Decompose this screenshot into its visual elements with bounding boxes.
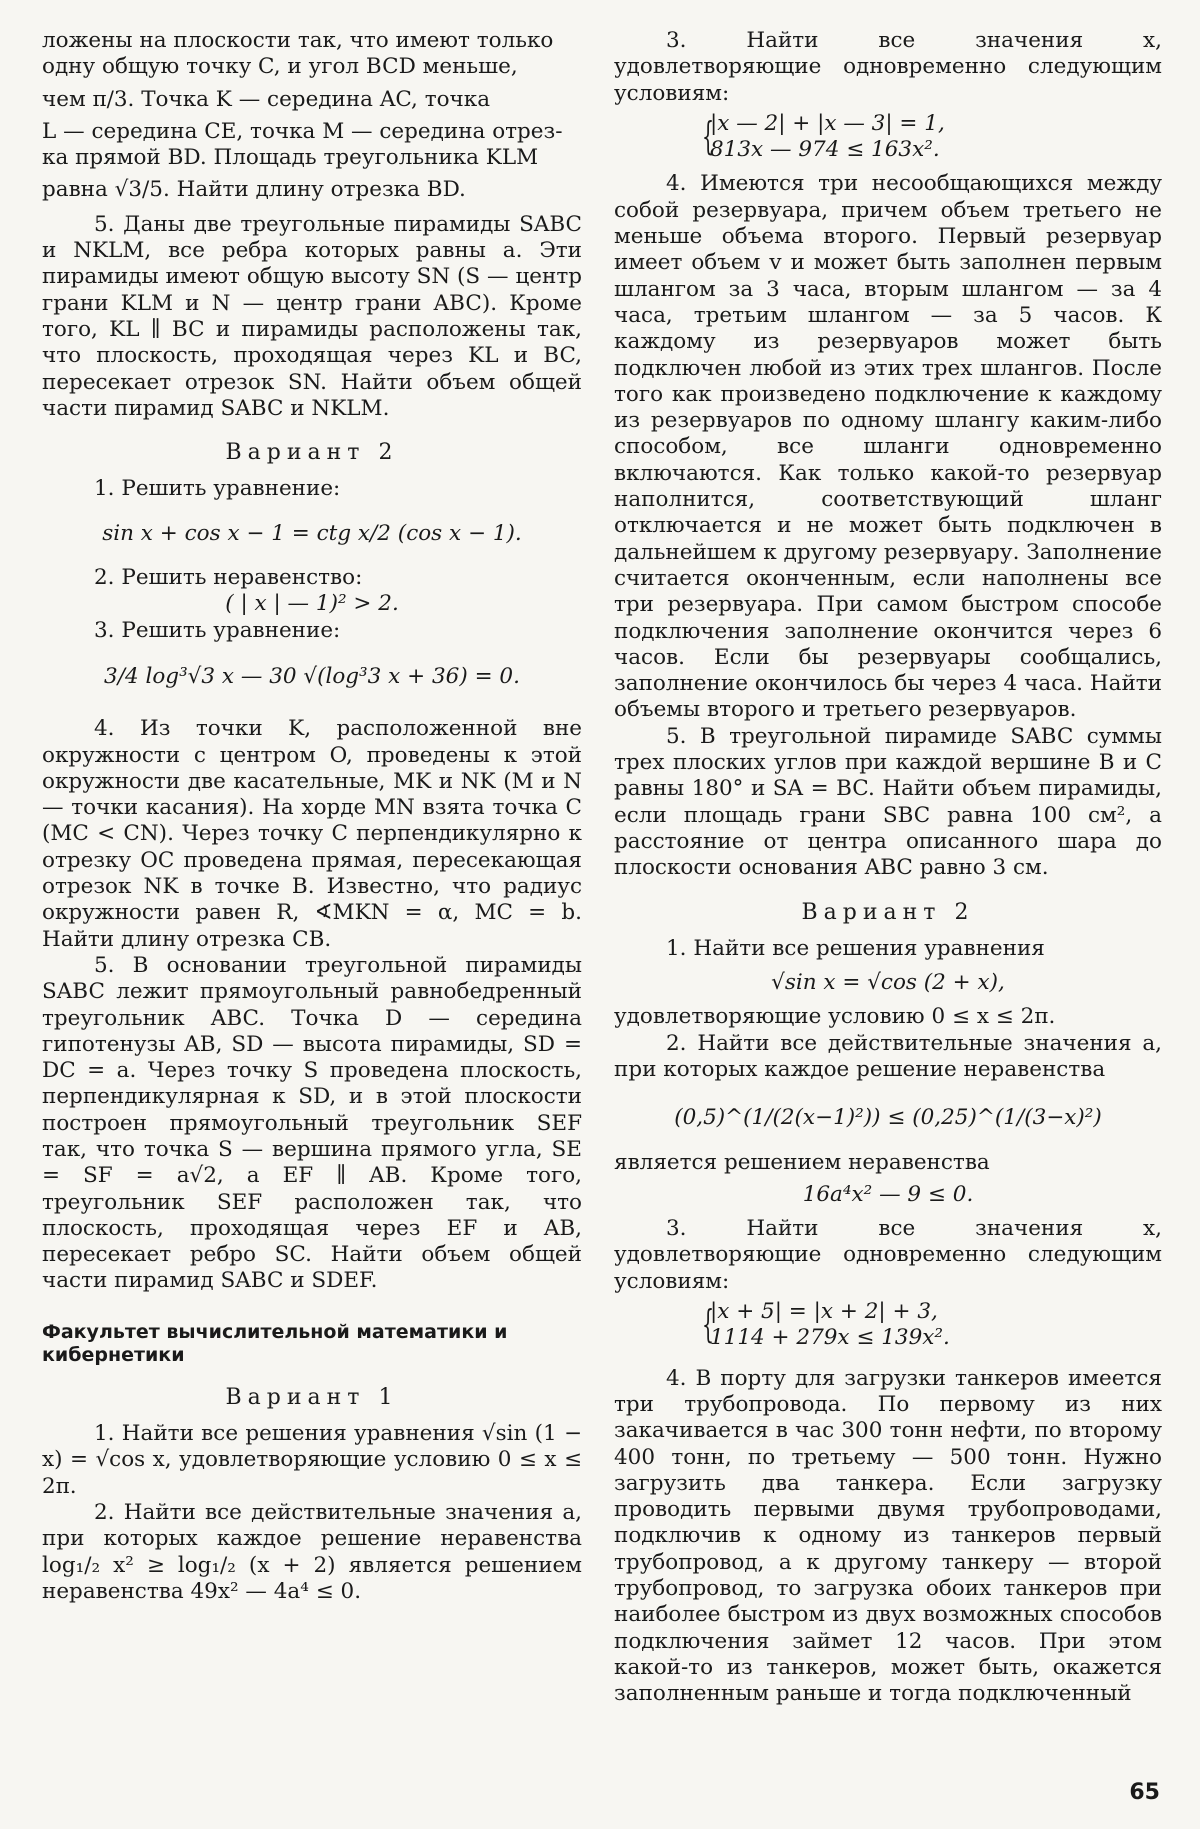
system-line: |x + 5| = |x + 2| + 3, [710,1299,938,1325]
problem-2: 2. Найти все действительные значения a, при которых каждое решение неравенства log₁/₂ x² ≥ log₁/₂ (x + 2) является решением неравенства 49x² — 4a⁴ ≤ 0. [42,1499,582,1604]
formula: sin x + cos x − 1 = ctg x/2 (cos x − 1). [102,520,522,546]
problem-3: 3. Решить уравнение: [94,617,341,643]
equation-system [614,1299,1162,1352]
text-line: ка прямой BD. Площадь треугольника KLM [42,145,539,171]
problem-4: 4. Имеются три несообщающихся между собой резервуара, причем объем третьего не меньше объема второго. Первый резервуар имеет объем v и может быть заполнен первым шлангом за 3 часа, вторым шлангом — за 4 часа, третьим шлангом — за 5 часов. К каждому из резервуаров может быть подключен любой из этих трех шлангов. После того как произведено подключение к каждому из резервуаров по одному шлангу каким-либо способом, все шланги одновременно включаются. Как только какой-то резервуар наполнится, соответствующий шланг отключается и не может быть подключен в дальнейшем к другому резервуару. Заполнение считается оконченным, если наполнены все три резервуара. При самом быстром способе подключения заполнение окончится через 6 часов. Если бы резервуары сообщались, заполнение окончилось бы через 4 часа. Найти объемы второго и третьего резервуаров. [614,171,1162,723]
right-column [614,28,1162,1708]
formula: 3/4 log³√3 x — 30 √(log³3 x + 36) = 0. [104,663,520,689]
text-line: ложены на плоскости так, что имеют только [42,28,554,53]
brace-icon: { [702,113,715,158]
problem-3: 3. Найти все значения x, удовлетворяющие одновременно следующим условиям: [614,28,1162,106]
variant-heading: Вариант 2 [801,899,975,925]
text-line: чем π/3. Точка K — середина AC, точка [42,86,491,112]
problem-5: 5. В треугольной пирамиде SABC суммы трех плоских углов при каждой вершине B и C равны 180° и SA = BC. Найти объем пирамиды, если площадь грани SBC равна 100 см², а расстояние от центра описанного шара до плоскости основания ABC равно 3 см. [614,723,1162,881]
page-number: 65 [1129,1780,1160,1805]
problem-4: 4. В порту для загрузки танкеров имеется три трубопровода. По первому из них закачивается в час 300 тонн нефти, по второму 400 тонн, по третьему — 500 тонн. Нужно загрузить два танкера. Если загрузку проводить первыми двумя трубопроводами, подключив к одному из танкеров первый трубопровод, а к другому танкеру — второй трубопровод, то загрузка обоих танкеров при наиболее быстром из двух возможных способов подключения займет 12 часов. При этом какой-то из танкеров, может быть, окажется заполненным раньше и тогда подключенный [614,1365,1162,1707]
text-line: равна √3/5. Найти длину отрезка BD. [42,177,466,203]
system-line: |x — 2| + |x — 3| = 1, [710,110,945,136]
text-line: одну общую точку C, и угол BCD меньше, [42,54,518,80]
formula: ( | x | — 1)² > 2. [225,591,399,617]
problem-2: 2. Решить неравенство: [94,565,363,591]
section-heading: Факультет вычислительной математики и кибернетики [42,1320,508,1366]
equation-system [614,111,1162,164]
problem-5: 5. Даны две треугольные пирамиды SABC и NKLM, все ребра которых равны a. Эти пирамиды имеют общую высоту SN (S — центр грани KLM и N — центр грани ABC). Кроме того, KL ∥ BC и пирамиды расположены так, что плоскость, проходящая через KL и BC, пересекает отрезок SN. Найти объем общей части пирамид SABC и NKLM. [42,211,582,421]
system-line: 813x — 974 ≤ 163x². [710,137,940,163]
problem-1: 1. Найти все решения уравнения √sin (1 − x) = √cos x, удовлетворяющие условию 0 ≤ x ≤ 2π. [42,1421,582,1499]
text-line: L — середина CE, точка M — середина отрез- [42,118,563,144]
left-column [42,28,582,1605]
problem-5: 5. В основании треугольной пирамиды SABC лежит прямоугольный равнобедренный треугольник ABC. Точка D — середина гипотенузы AB, SD — высота пирамиды, SD = DC = a. Через точку S проведена плоскость, перпендикулярная к SD, и в этой плоскости построен прямоугольный треугольник SEF так, что точка S — вершина прямого угла, SE = SF = a√2, a EF ∥ AB. Кроме того, треугольник SEF расположен так, что плоскость, проходящая через EF и AB, пересекает ребро SC. Найти объем общей части пирамид SABC и SDEF. [42,952,582,1294]
problem-2: 2. Найти все действительные значения a, при которых каждое решение неравенства [614,1030,1162,1082]
problem-4: 4. Из точки K, расположенной вне окружности с центром O, проведены к этой окружности две касательные, MK и NK (M и N — точки касания). На хорде MN взята точка C (MC < CN). Через точку C перпендикулярно к отрезку OC проведена прямая, пересекающая отрезок NK в точке B. Известно, что радиус окружности равен R, ∢MKN = α, MC = b. Найти длину отрезка CB. [42,716,582,952]
brace-icon: { [702,1302,715,1347]
formula: 16a⁴x² — 9 ≤ 0. [802,1181,974,1207]
text-line: удовлетворяющие условию 0 ≤ x ≤ 2π. [614,1004,1056,1030]
problem-1: 1. Решить уравнение: [94,476,341,502]
problem-3: 3. Найти все значения x, удовлетворяющие одновременно следующим условиям: [614,1216,1162,1294]
variant-heading: Вариант 2 [225,440,399,466]
formula: √sin x = √cos (2 + x), [771,970,1005,996]
system-line: 1114 + 279x ≤ 139x². [710,1325,950,1351]
variant-heading: Вариант 1 [225,1384,399,1410]
text-line: является решением неравенства [614,1149,990,1175]
problem-1: 1. Найти все решения уравнения [666,935,1045,961]
formula: (0,5)^(1/(2(x−1)²)) ≤ (0,25)^(1/(3−x)²) [674,1105,1102,1131]
